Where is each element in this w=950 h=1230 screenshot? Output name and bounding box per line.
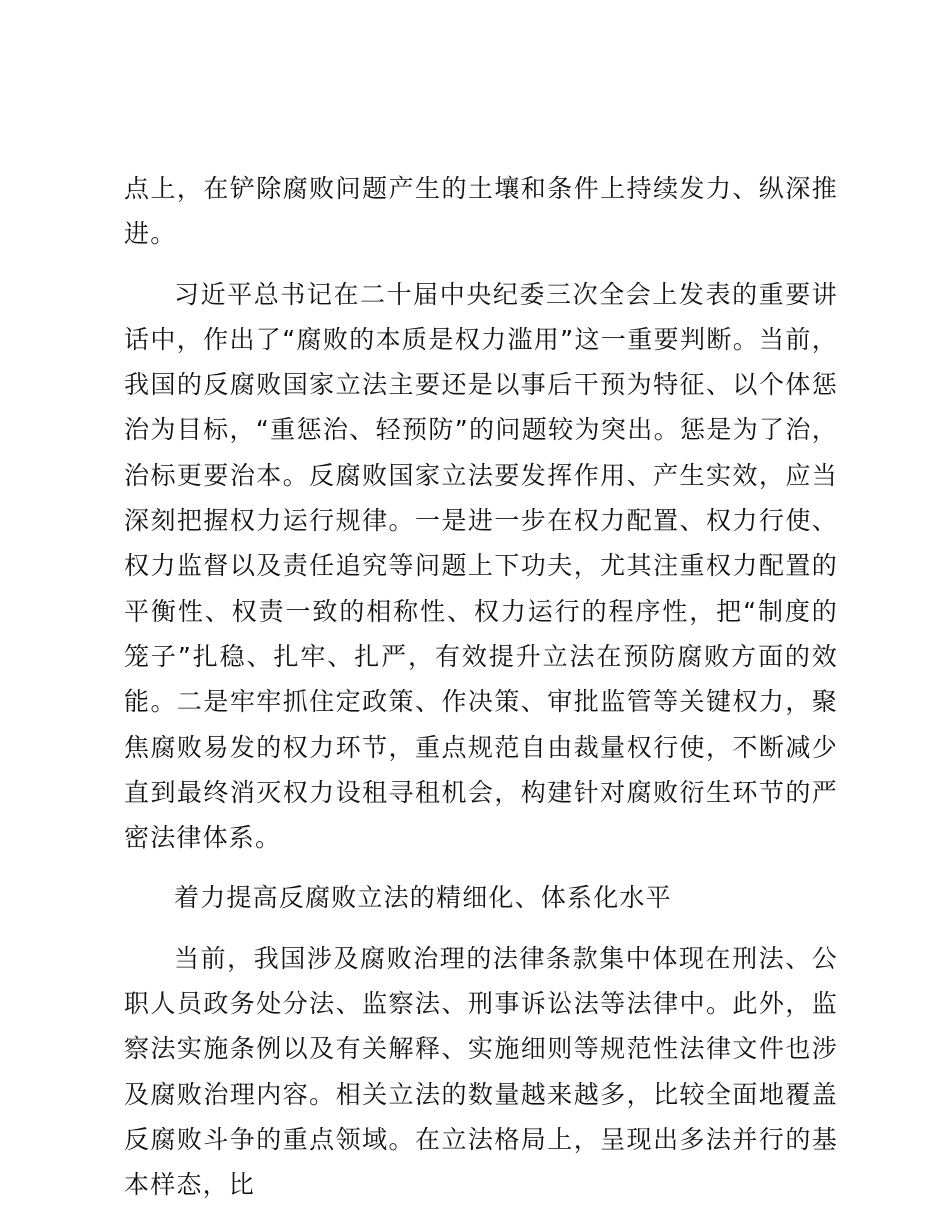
paragraph-legislation: 当前，我国涉及腐败治理的法律条款集中体现在刑法、公职人员政务处分法、监察法、刑事诉讼法等法律中。此外，监察法实施条例以及有关解释、实施细则等规范性法律文件也涉及腐败治理内容。相关立法的数量越来越多，比较全面地覆盖反腐败斗争的重点领域。在立法格局上，呈现出多法并行的基本样态，比	[124, 943, 838, 1200]
body-text	[124, 166, 838, 1223]
section-heading: 着力提高反腐败立法的精细化、体系化水平	[174, 883, 672, 913]
paragraph-power-abuse: 习近平总书记在二十届中央纪委三次全会上发表的重要讲话中，作出了“腐败的本质是权力滥用”这一重要判断。当前，我国的反腐败国家立法主要还是以事后干预为特征、以个体惩治为目标，“重惩治、轻预防”的问题较为突出。惩是为了治，治标更要治本。反腐败国家立法要发挥作用、产生实效，应当深刻把握权力运行规律。一是进一步在权力配置、权力行使、权力监督以及责任追究等问题上下功夫，尤其注重权力配置的平衡性、权责一致的相称性、权力运行的程序性，把“制度的笼子”扎稳、扎牢、扎严，有效提升立法在预防腐败方面的效能。二是牢牢抓住定政策、作决策、审批监管等关键权力，聚焦腐败易发的权力环节，重点规范自由裁量权行使，不断减少直到最终消灭权力设租寻租机会，构建针对腐败衍生环节的严密法律体系。	[124, 279, 838, 853]
paragraph-continuation: 点上，在铲除腐败问题产生的土壤和条件上持续发力、纵深推进。	[124, 174, 838, 249]
